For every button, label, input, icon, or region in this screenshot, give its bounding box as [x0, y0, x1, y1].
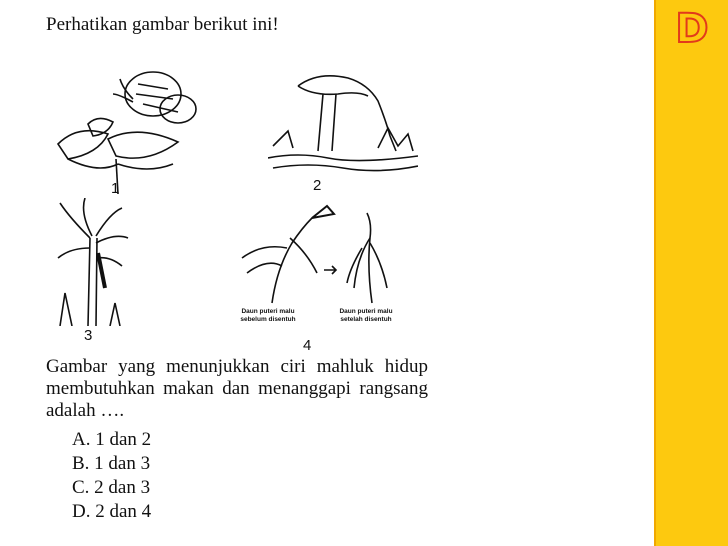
banana-plant-illustration	[50, 198, 130, 326]
instruction-text: Perhatikan gambar berikut ini!	[46, 14, 279, 35]
heron-illustration	[268, 66, 418, 178]
figure-2-number: 2	[313, 177, 322, 194]
figure-3-number: 3	[84, 327, 93, 344]
option-b: B. 1 dan 3	[72, 453, 151, 474]
butterfly-flower-illustration	[38, 64, 208, 194]
options-list	[72, 428, 151, 524]
option-a: A. 1 dan 2	[72, 429, 152, 450]
mimosa-illustration	[232, 198, 402, 306]
option-c: C. 2 dan 3	[72, 477, 151, 498]
answer-letter: D	[675, 6, 709, 52]
figure-1-number: 1	[111, 180, 120, 197]
answer-panel	[654, 0, 728, 546]
option-d: D. 2 dan 4	[72, 501, 152, 522]
figure-4-number: 4	[303, 337, 312, 354]
question-text: Gambar yang menunjukkan ciri mahluk hidup membutuhkan makan dan menanggapi rangsang adalah ….	[46, 356, 428, 421]
figure-4-caption-after: Daun puteri malu setelah disentuh	[339, 308, 393, 323]
figure-4-caption-before: Daun puteri malu sebelum disentuh	[240, 308, 296, 323]
